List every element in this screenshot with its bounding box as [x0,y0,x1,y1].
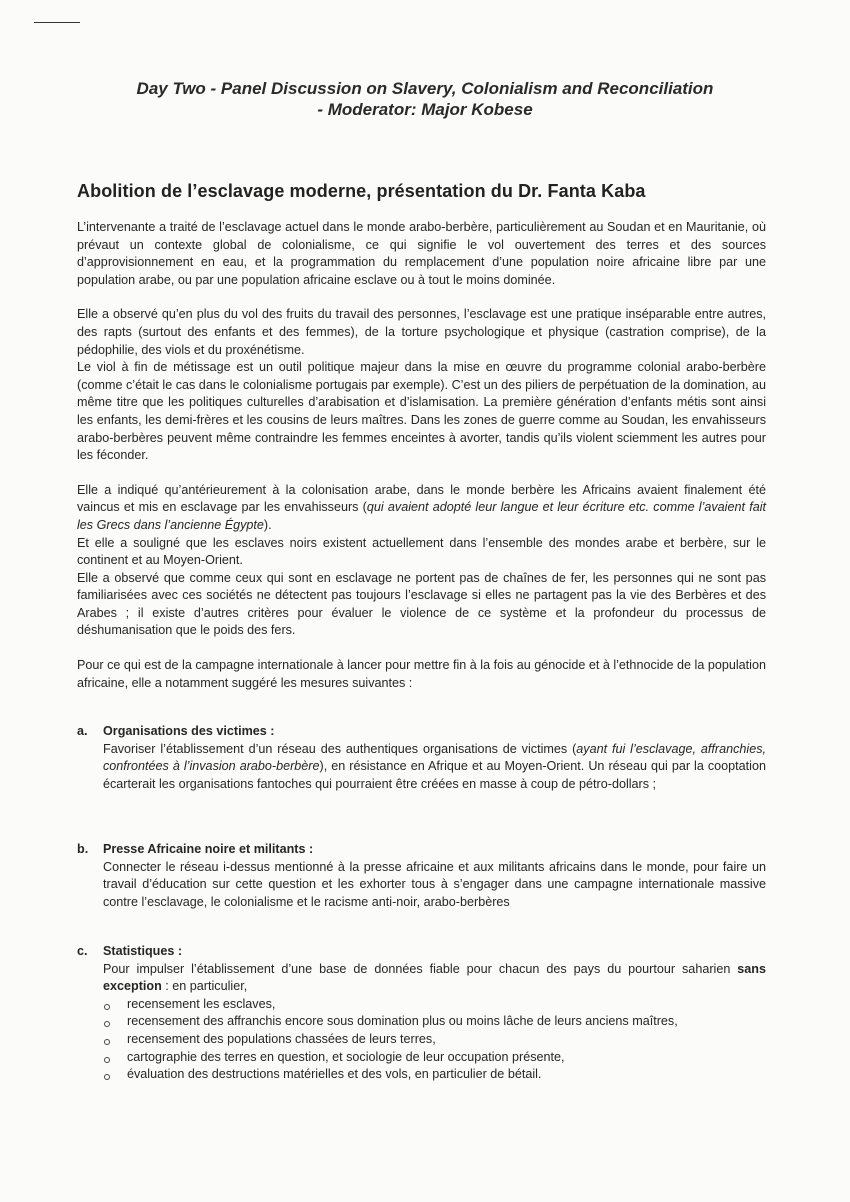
paragraph-4-start: Elle a indiqué qu’antérieurement à la colonisation arabe, dans le monde berbère les Africains avaient finalement été vaincus et mis en esclavage par les envahisseurs ( [77,482,766,515]
paragraph-6: Elle a observé que comme ceux qui sont en esclavage ne portent pas de chaînes de fer, les personnes qui ne sont pas familiarisées avec ces sociétés ne détectent pas toujours l’esclavage si elles ne partagent pas la vie des Berbères et des Arabes ; il existe d’autres critères pour évaluer le violence de ce système et la profondeur du processus de déshumanisation que le poids des fers. [77,570,766,638]
bullet-item: recensement les esclaves, [103,996,766,1014]
paragraph-4-italic: qui avaient adopté leur langue et leur écriture etc. comme l’avaient fait les Grecs dans l’ancienne Égypte [77,500,766,532]
item-c-text [103,961,766,1084]
item-a-letter: a. [77,724,88,738]
paragraph-7: Pour ce qui est de la campagne internationale à lancer pour mettre fin à la fois au génocide et à l’ethnocide de la population africaine, elle a notamment suggéré les mesures suivantes : [77,658,766,690]
item-b-text: Connecter le réseau i-dessus mentionné à la presse africaine et aux militants africains dans le monde, pour faire un travail d’éducation sur cette question et les exhorter tous à s’engager dans une campagne internationale massive contre l’esclavage, le colonialisme et le racisme anti-noir, arabo-berbères [103,859,766,909]
page-title [60,78,790,120]
bullet-item: cartographie des terres en question, et sociologie de leur occupation présente, [103,1049,766,1067]
paragraph-5: Et elle a souligné que les esclaves noirs existent actuellement dans l’ensemble des mondes arabe et berbère, sur le continent et au Moyen-Orient. [77,535,766,568]
title-line-1: Day Two - Panel Discussion on Slavery, Colonialism and Reconciliation [136,79,714,98]
item-a-text-italic: ayant fui l’esclavage, affranchies, confrontées à l’invasion arabo-berbère [103,741,766,774]
item-a-text-end: ), en résistance en Afrique et au Moyen-Orient. Un réseau qui par la cooptation écarterait les organisations fantoches qui pourraient être créées en masse à coup de pétro-dollars ; [103,759,766,791]
list-item-b [77,841,766,911]
item-a-text-start: Favoriser l’établissement d’un réseau des authentiques organisations de victimes ( [103,741,577,756]
item-a-text [103,741,766,794]
paragraph-2: Elle a observé qu’en plus du vol des fruits du travail des personnes, l’esclavage est une pratique inséparable entre autres, des rapts (surtout des enfants et des femmes), de la torture psychologique et physique (castration comprise), de la pédophilie, des viols et du proxénétisme. [77,307,766,357]
item-c-text-bold: sans exception [103,961,766,994]
item-c-bullet-list [103,996,766,1084]
bullet-item: évaluation des destructions matérielles et des vols, en particulier de bétail. [103,1066,766,1084]
bullet-item: recensement des affranchis encore sous domination plus ou moins lâche de leurs anciens maîtres, [103,1013,766,1031]
item-c-label: Statistiques : [103,944,183,958]
section-heading: Abolition de l’esclavage moderne, présentation du Dr. Fanta Kaba [77,181,646,201]
title-line-2: - Moderator: Major Kobese [317,100,533,119]
item-b-letter: b. [77,842,89,856]
item-b-label: Presse Africaine noire et militants : [103,842,314,856]
item-a-label: Organisations des victimes : [103,724,275,738]
body-text [77,219,766,692]
corner-pen-mark [34,22,80,23]
paragraph-4 [77,482,766,535]
item-c-text-start: Pour impulser l’établissement d’une base de données fiable pour chacun des pays du pourtour saharien [103,961,738,976]
paragraph-1: L’intervenante a traité de l’esclavage actuel dans le monde arabo-berbère, particulièrement au Soudan et en Mauritanie, où prévaut un contexte global de colonialisme, ce qui signifie le vol ouvertement des terres et des sources d’approvisionnement en eau, et la programmation du remplacement d’une population noire africaine libre par une population arabe, ou par une population africaine esclave ou à tout le moins dominée. [77,220,766,287]
item-c-letter: c. [77,944,88,958]
paragraph-4-end: ). [263,517,272,532]
paragraph-3: Le viol à fin de métissage est un outil politique majeur dans la mise en œuvre du programme colonial arabo-berbère (comme c’était le cas dans le colonialisme portugais par exemple). C’est un des piliers de perpétuation de la domination, au même titre que les politiques culturelles d’arabisation et d’islamisation. La première génération d’enfants métis sont ainsi les enfants, les demi-frères et les cousins de leurs maîtres. Dans les zones de guerre comme au Soudan, les envahisseurs arabo-berbères peuvent même contraindre les femmes enceintes à avorter, tandis qu’ils violent sciemment les autres pour les féconder. [77,360,766,463]
list-item-a [77,723,766,793]
list-item-c [77,943,766,1084]
item-c-text-end: : en particulier, [161,979,248,994]
bullet-item: recensement des populations chassées de leurs terres, [103,1031,766,1049]
